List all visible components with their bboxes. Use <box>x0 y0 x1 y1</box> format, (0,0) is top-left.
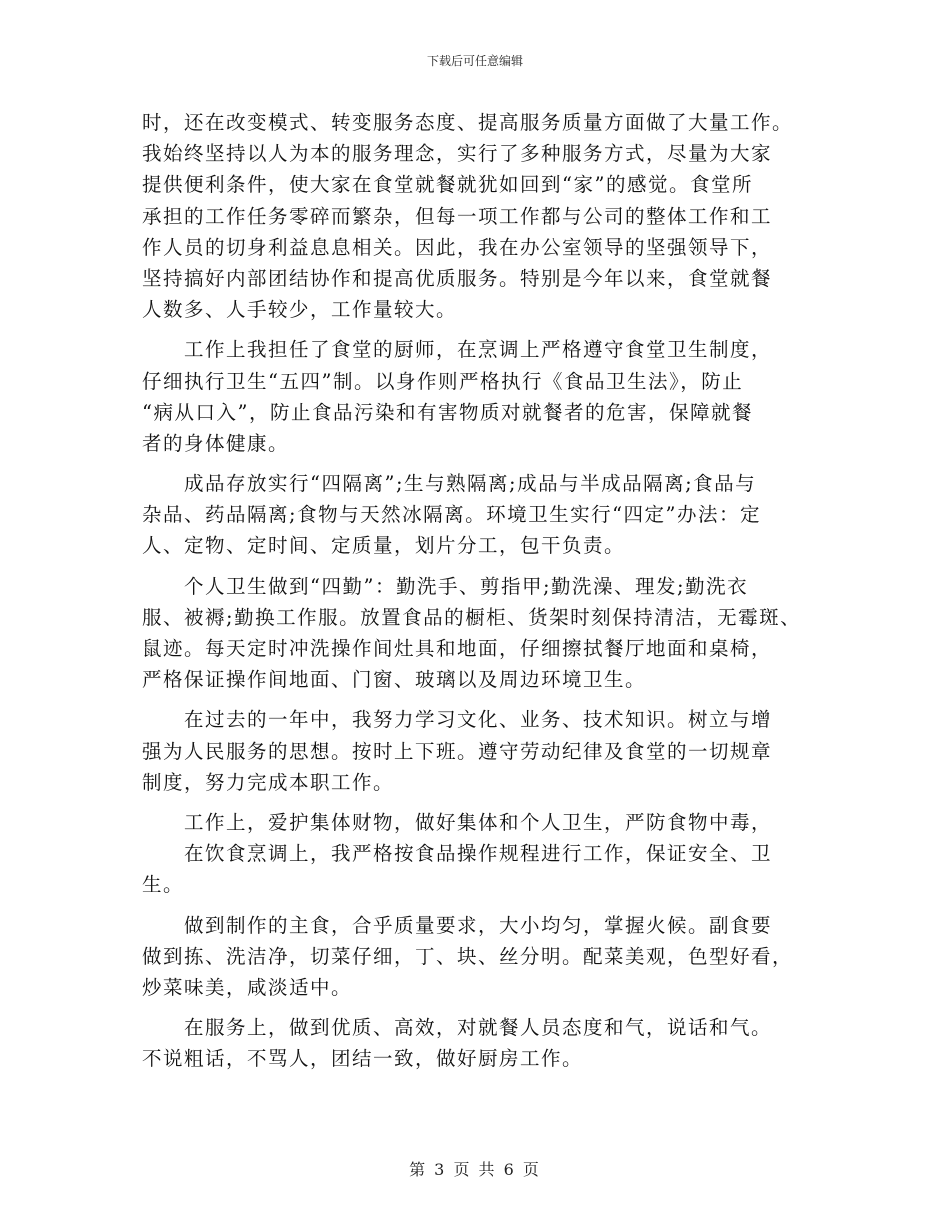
document-body <box>142 107 822 1074</box>
text-line: 仔细执行卫生“五四”制。以身作则严格执行《食品卫生法》，防止 <box>142 369 744 393</box>
text-line: 鼠迹。每天定时冲洗操作间灶具和地面，仔细擦拭餐厅地面和桌椅， <box>142 637 773 660</box>
text-line: 不说粗话，不骂人，团结一致，做好厨房工作。 <box>142 1047 584 1071</box>
text-line: 我始终坚持以人为本的服务理念，实行了多种服务方式，尽量为大家 <box>142 142 773 166</box>
text-line: 严格保证操作间地面、门窗、玻璃以及周边环境卫生。 <box>142 668 647 692</box>
text-line: 强为人民服务的思想。按时上下班。遵守劳动纪律及食堂的一切规章 <box>142 739 773 763</box>
text-line: 制度，努力完成本职工作。 <box>142 770 395 794</box>
text-line: 工作上我担任了食堂的厨师，在烹调上严格遵守食堂卫生制度， <box>142 338 773 362</box>
text-line: “病从口入”，防止食品污染和有害物质对就餐者的危害，保障就餐 <box>142 400 753 424</box>
text-line: 个人卫生做到“四勤”：勤洗手、剪指甲;勤洗澡、理发;勤洗衣 <box>142 574 749 598</box>
text-line: 在服务上，做到优质、高效，对就餐人员态度和气，说话和气。 <box>142 1016 773 1040</box>
text-line: 服、被褥;勤换工作服。放置食品的橱柜、货架时刻保持清洁，无霉斑、 <box>142 605 802 629</box>
paragraph-service-work <box>142 107 822 325</box>
paragraph-storage-isolation <box>142 468 822 562</box>
text-line: 承担的工作任务零碎而繁杂，但每一项工作都与公司的整体工作和工 <box>142 204 773 228</box>
text-line: 时，还在改变模式、转变服务态度、提高服务质量方面做了大量工作。 <box>142 111 794 134</box>
page-header: 下载后可任意编辑 <box>426 54 523 68</box>
text-line: 人、定物、定时间、定质量，划片分工，包干负责。 <box>142 534 626 558</box>
paragraph-work-safety <box>142 807 822 901</box>
text-line: 成品存放实行“四隔离”;生与熟隔离;成品与半成品隔离;食品与 <box>142 472 757 496</box>
text-line: 生。 <box>142 873 185 897</box>
text-line: 做到拣、洗洁净，切菜仔细，丁、块、丝分明。配菜美观，色型好看， <box>142 944 794 968</box>
paragraph-study <box>142 704 822 798</box>
text-line: 人数多、人手较少，工作量较大。 <box>142 298 458 322</box>
paragraph-personal-hygiene <box>142 571 822 696</box>
paragraph-food-quality <box>142 910 822 1004</box>
page-number: 第 3 页 共 6 页 <box>409 1160 541 1179</box>
paragraph-service-attitude <box>142 1012 822 1074</box>
paragraph-chef-duties <box>142 334 822 459</box>
text-line: 杂品、药品隔离;食物与天然冰隔离。环境卫生实行“四定”办法：定 <box>142 503 762 527</box>
text-line: 坚持搞好内部团结协作和提高优质服务。特别是今年以来，食堂就餐 <box>142 266 773 290</box>
text-line: 作人员的切身利益息息相关。因此，我在办公室领导的坚强领导下， <box>142 235 773 259</box>
text-line: 做到制作的主食，合乎质量要求，大小均匀，掌握火候。副食要 <box>142 913 773 937</box>
text-line: 在过去的一年中，我努力学习文化、业务、技术知识。树立与增 <box>142 708 773 732</box>
text-line: 工作上，爱护集体财物，做好集体和个人卫生，严防食物中毒， <box>142 810 773 834</box>
text-line: 炒菜味美，咸淡适中。 <box>142 975 353 999</box>
text-line: 在饮食烹调上，我严格按食品操作规程进行工作，保证安全、卫 <box>142 842 773 866</box>
text-line: 提供便利条件，使大家在食堂就餐就犹如回到“家”的感觉。食堂所 <box>142 173 753 197</box>
text-line: 者的身体健康。 <box>142 431 290 455</box>
